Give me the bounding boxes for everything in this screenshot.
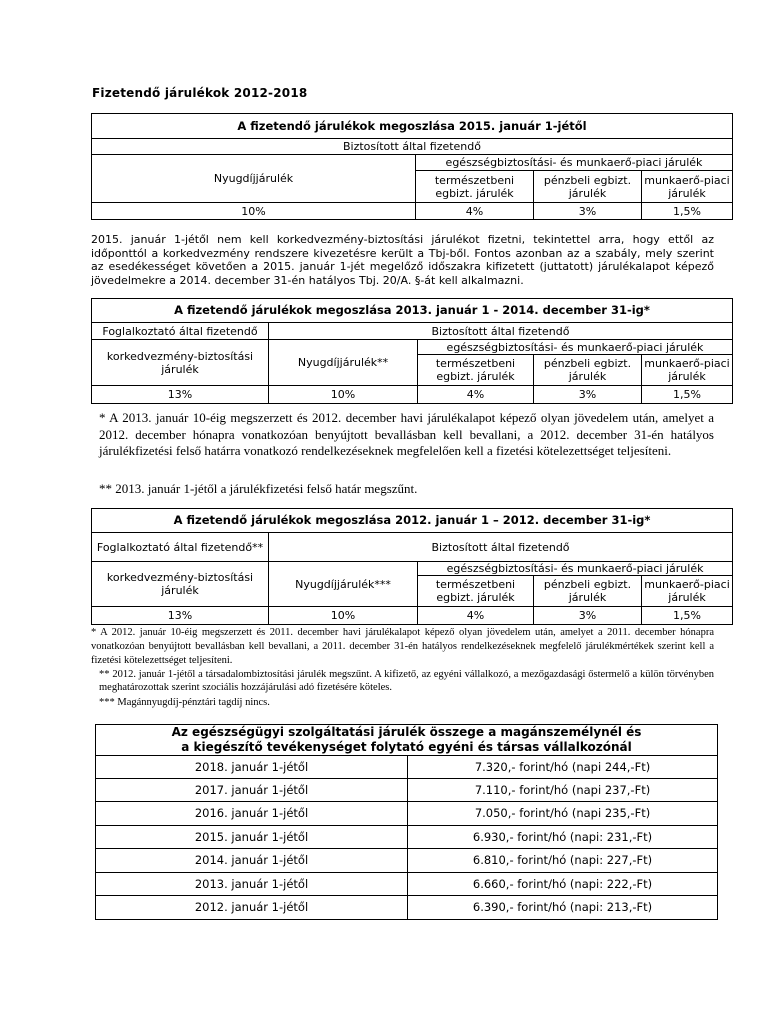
col-labour: munkaerő-piaci járulék <box>642 171 733 203</box>
value-pension: 10% <box>92 203 416 220</box>
health-header: egészségbiztosítási- és munkaerő-piaci járulék <box>418 340 733 355</box>
table-title: A fizetendő járulékok megoszlása 2012. január 1 – 2012. december 31-ig* <box>92 509 733 533</box>
health-header: egészségbiztosítási- és munkaerő-piaci járulék <box>418 562 733 576</box>
col-labour: munkaerő-piaci járulék <box>642 576 733 607</box>
col-natural: természetbeni egbizt. járulék <box>416 171 534 203</box>
table-row <box>96 802 718 826</box>
date-cell: 2016. január 1-jétől <box>96 802 408 826</box>
amount-cell: 6.660,- forint/hó (napi: 222,-Ft) <box>408 873 718 896</box>
insured-header: Biztosított által fizetendő <box>269 323 733 340</box>
table-2013 <box>91 298 733 404</box>
value-natural: 4% <box>418 386 534 404</box>
table-health-contribution <box>95 724 718 920</box>
amount-cell: 7.320,- forint/hó (napi 244,-Ft) <box>408 756 718 779</box>
table-row <box>96 826 718 849</box>
col-cash: pénzbeli egbizt. járulék <box>534 355 642 386</box>
amount-cell: 7.050,- forint/hó (napi 235,-Ft) <box>408 802 718 826</box>
col-natural: természetbeni egbizt. járulék <box>418 576 534 607</box>
value-cash: 3% <box>534 607 642 625</box>
value-labour: 1,5% <box>642 386 733 404</box>
date-cell: 2012. január 1-jétől <box>96 896 408 920</box>
value-pension: 10% <box>269 607 418 625</box>
value-natural: 4% <box>416 203 534 220</box>
pension-label: Nyugdíjjárulék <box>92 155 416 203</box>
pension-label: Nyugdíjjárulék** <box>269 340 418 386</box>
early-retirement-label: korkedvezmény-biztosítási járulék <box>92 340 269 386</box>
footnote-2013-1: * A 2013. január 10-éig megszerzett és 2012. december havi járulékalapot képező olyan jövedelem után, amelyet a 2012. december hónapra vonatkozóan benyújtott bevallásban kell bevallani, a 2012. december 31-én hatályos járulékfizetési felső határra vonatkozó rendelkezéseknek megfelelően kell a fizetési kötelezettséget teljesíteni. <box>99 410 714 458</box>
table-row <box>96 779 718 802</box>
value-labour: 1,5% <box>642 203 733 220</box>
paragraph-2015: 2015. január 1-jétől nem kell korkedvezmény-biztosítási járulékot fizetni, tekintettel arra, hogy ettől az időponttól a korkedvezmény rendszere kivezetésre került a Tbj-ből. Fontos azonban az a szabály, mely szerint az esedékességet követően a 2015. január 1-jét megelőző időszakra kifizetett (juttatott) járulékalapot képező jövedelmekre a 2014. december 31-én hatályos Tbj. 20/A. §-át kell alkalmazni. <box>91 233 714 287</box>
insured-header: Biztosított által fizetendő <box>92 139 733 155</box>
col-natural: természetbeni egbizt. járulék <box>418 355 534 386</box>
table-2012 <box>91 508 733 625</box>
document-title: Fizetendő járulékok 2012-2018 <box>92 86 308 100</box>
value-early: 13% <box>92 607 269 625</box>
date-cell: 2017. január 1-jétől <box>96 779 408 802</box>
value-natural: 4% <box>418 607 534 625</box>
employer-header: Foglalkoztató által fizetendő <box>92 323 269 340</box>
table-row <box>96 896 718 920</box>
table-title: A fizetendő járulékok megoszlása 2013. január 1 - 2014. december 31-ig* <box>92 299 733 323</box>
health-header: egészségbiztosítási- és munkaerő-piaci járulék <box>416 155 733 171</box>
value-early: 13% <box>92 386 269 404</box>
table-title <box>96 725 718 756</box>
date-cell: 2018. január 1-jétől <box>96 756 408 779</box>
pension-label: Nyugdíjjárulék*** <box>269 562 418 607</box>
insured-header: Biztosított által fizetendő <box>269 533 733 562</box>
footnote-2012-1: * A 2012. január 10-éig megszerzett és 2011. december havi járulékalapot képező olyan jövedelem után, amelyet a 2011. december hónapra vonatkozóan benyújtott bevallásban kell bevallani, a 2011. december 31-én hatályos rendelkezéseknek megfelelő járulékmértékek szerint kell a fizetési kötelezettséget teljesíteni. <box>91 627 714 666</box>
value-labour: 1,5% <box>642 607 733 625</box>
table-row <box>96 756 718 779</box>
value-pension: 10% <box>269 386 418 404</box>
footnote-2012-3: *** Magánnyugdíj-pénztári tagdíj nincs. <box>99 697 270 708</box>
title-line-1: Az egészségügyi szolgáltatási járulék összege a magánszemélynél és <box>171 725 642 739</box>
date-cell: 2014. január 1-jétől <box>96 849 408 873</box>
table-row <box>96 849 718 873</box>
value-cash: 3% <box>534 203 642 220</box>
employer-header: Foglalkoztató által fizetendő** <box>92 533 269 562</box>
col-cash: pénzbeli egbizt. járulék <box>534 576 642 607</box>
table-row <box>96 873 718 896</box>
value-cash: 3% <box>534 386 642 404</box>
footnote-2013-2: ** 2013. január 1-jétől a járulékfizetési felső határ megszűnt. <box>99 481 418 496</box>
amount-cell: 6.810,- forint/hó (napi: 227,-Ft) <box>408 849 718 873</box>
col-cash: pénzbeli egbizt. járulék <box>534 171 642 203</box>
amount-cell: 6.390,- forint/hó (napi: 213,-Ft) <box>408 896 718 920</box>
date-cell: 2015. január 1-jétől <box>96 826 408 849</box>
title-line-2: a kiegészítő tevékenységet folytató egyéni és társas vállalkozónál <box>181 740 632 754</box>
amount-cell: 7.110,- forint/hó (napi 237,-Ft) <box>408 779 718 802</box>
early-retirement-label: korkedvezmény-biztosítási járulék <box>92 562 269 607</box>
table-title: A fizetendő járulékok megoszlása 2015. január 1-jétől <box>92 114 733 139</box>
amount-cell: 6.930,- forint/hó (napi: 231,-Ft) <box>408 826 718 849</box>
footnote-2012-2: ** 2012. január 1-jétől a társadalombiztosítási járulék megszűnt. A kifizető, az egyéni vállalkozó, a mezőgazdasági őstermelő a külön törvényben meghatározottak szerint szociális hozzájárulási adó fizetésére köteles. <box>99 669 714 693</box>
table-2015 <box>91 113 733 220</box>
date-cell: 2013. január 1-jétől <box>96 873 408 896</box>
col-labour: munkaerő-piaci járulék <box>642 355 733 386</box>
